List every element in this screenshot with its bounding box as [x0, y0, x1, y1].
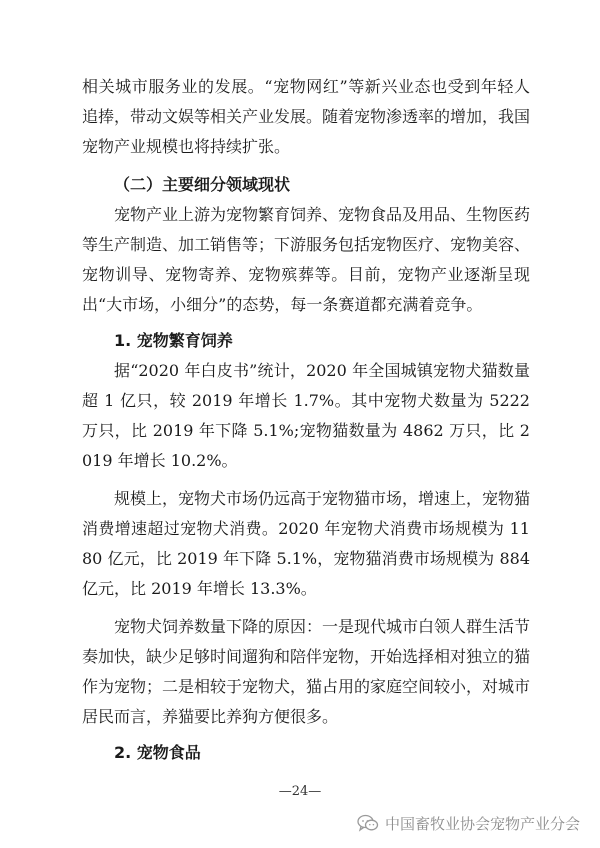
paragraph-market-scale: 规模上，宠物犬市场仍远高于宠物猫市场，增速上，宠物猫消费增速超过宠物犬消费。2020 年宠物犬消费市场规模为 1180 亿元，比 2019 年下降 5.1%，宠物猫消费市场规模为 884 亿元，比 2019 年增长 13.3%。: [82, 489, 531, 598]
subheading-pet-breeding: 1. 宠物繁育饲养: [114, 331, 233, 350]
paragraph-industry-chain: 宠物产业上游为宠物繁育饲养、宠物食品及用品、生物医药等生产制造、加工销售等；下游服务包括宠物医疗、宠物美容、宠物训导、宠物寄养、宠物殡葬等。目前，宠物产业逐渐呈现出“大市场，小细分”的态势，每一条赛道都充满着竞争。: [82, 205, 531, 314]
paragraph-intro-continued: 相关城市服务业的发展。“宠物网红”等新兴业态也受到年轻人追捧，带动文娱等相关产业发展。随着宠物渗透率的增加，我国宠物产业规模也将持续扩张。: [82, 77, 531, 156]
watermark-text: 中国畜牧业协会宠物产业分会: [384, 814, 580, 833]
subheading-pet-food: 2. 宠物食品: [114, 743, 201, 762]
section-heading-main-segments: （二）主要细分领域现状: [114, 175, 291, 194]
wechat-icon: [357, 814, 379, 832]
paragraph-dog-decline-reasons: 宠物犬饲养数量下降的原因：一是现代城市白领人群生活节奏加快，缺少足够时间遛狗和陪伴宠物，开始选择相对独立的猫作为宠物；二是相较于宠物犬，猫占用的家庭空间较小，对城市居民而言，养猫要比养狗方便很多。: [82, 617, 531, 726]
paragraph-pet-population-stats: 据“2020 年白皮书”统计，2020 年全国城镇宠物犬猫数量超 1 亿只，较 2019 年增长 1.7%。其中宠物犬数量为 5222 万只，比 2019 年下降 5.1%;宠物猫数量为 4862 万只，比 2019 年增长 10.2%。: [82, 361, 530, 470]
watermark: [357, 812, 580, 834]
page-number: —24—: [278, 784, 322, 799]
